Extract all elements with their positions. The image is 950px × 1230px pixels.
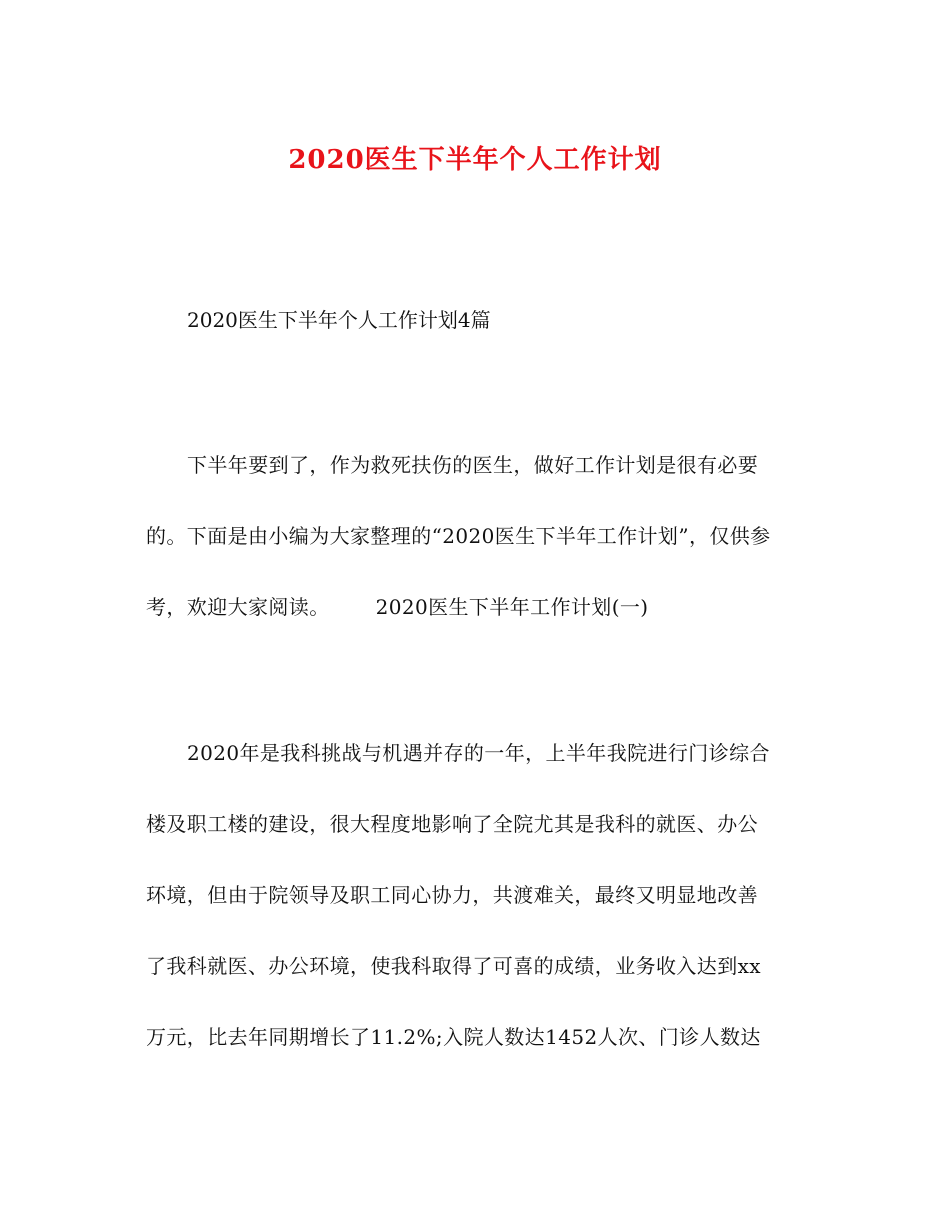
- section-heading-1: 2020医生下半年工作计划(一): [375, 595, 649, 619]
- intro-line-1: 下半年要到了，作为救死扶伤的医生，做好工作计划是很有必要: [187, 453, 759, 477]
- document-title: 2020医生下半年个人工作计划: [288, 145, 662, 175]
- intro-line-2: 的。下面是由小编为大家整理的“2020医生下半年工作计划”，仅供参: [146, 524, 771, 548]
- body-line-5: 万元，比去年同期增长了11.2%;入院人数达1452人次、门诊人数达: [146, 1025, 761, 1049]
- body-line-2: 楼及职工楼的建设，很大程度地影响了全院尤其是我科的就医、办公: [146, 812, 758, 836]
- body-line-3: 环境，但由于院领导及职工同心协力，共渡难关，最终又明显地改善: [146, 883, 758, 907]
- intro-line-3-text: 考，欢迎大家阅读。: [146, 595, 330, 619]
- body-line-4: 了我科就医、办公环境，使我科取得了可喜的成绩，业务收入达到xx: [146, 954, 761, 978]
- intro-line-3: [146, 592, 649, 622]
- document-subtitle: 2020医生下半年个人工作计划4篇: [187, 308, 491, 332]
- body-line-1: 2020年是我科挑战与机遇并存的一年，上半年我院进行门诊综合: [187, 741, 770, 765]
